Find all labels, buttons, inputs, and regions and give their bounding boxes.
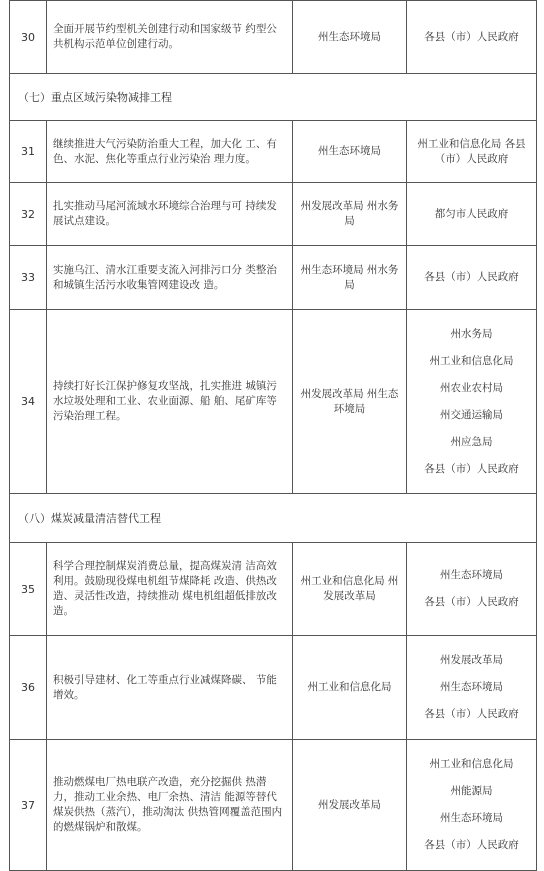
lead-department: 州发展改革局 州水务局 bbox=[293, 183, 407, 246]
task-description: 持续打好长江保护修复攻坚战，扎实推进 城镇污水垃圾处理和工业、农业面源、船 舶、尾矿库等污染治理工程。 bbox=[47, 310, 293, 494]
row-number: 36 bbox=[10, 636, 47, 740]
task-description: 科学合理控制煤炭消费总量，提高煤炭清 洁高效利用。鼓励现役煤电机组节煤降耗 改造、供热改造、灵活性改造，持续推动 煤电机组超低排放改造。 bbox=[47, 543, 293, 636]
row-number: 34 bbox=[10, 310, 47, 494]
cooperating-department: 都匀市人民政府 bbox=[434, 207, 509, 220]
cooperating-department: 州工业和信息化局 bbox=[429, 758, 514, 770]
cooperating-department: 州生态环境局 bbox=[440, 681, 503, 693]
task-table bbox=[9, 0, 537, 871]
cooperating-department: 州工业和信息化局 各县（市）人民政府 bbox=[417, 137, 526, 165]
cooperating-department: 各县（市）人民政府 bbox=[424, 596, 519, 608]
lead-department: 州发展改革局 州生态环境局 bbox=[293, 310, 407, 494]
cooperating-department: 州生态环境局 bbox=[440, 569, 503, 581]
section-row bbox=[10, 74, 537, 121]
task-description: 积极引导建材、化工等重点行业减煤降碳、 节能增效。 bbox=[47, 636, 293, 740]
table-row bbox=[10, 740, 537, 871]
table-row bbox=[10, 246, 537, 310]
lead-department: 州生态环境局 bbox=[293, 1, 407, 74]
cooperating-department: 州农业农村局 bbox=[440, 381, 503, 394]
table-row bbox=[10, 310, 537, 494]
lead-department: 州发展改革局 bbox=[293, 740, 407, 871]
table-row bbox=[10, 543, 537, 636]
cooperating-department: 州工业和信息化局 bbox=[429, 354, 514, 367]
cooperating-departments bbox=[407, 121, 537, 183]
cooperating-departments bbox=[407, 636, 537, 740]
lead-department: 州工业和信息化局 bbox=[293, 636, 407, 740]
cooperating-department: 州发展改革局 bbox=[440, 654, 503, 666]
cooperating-department: 州水务局 bbox=[450, 327, 493, 340]
row-number: 30 bbox=[10, 1, 47, 74]
lead-department: 州生态环境局 州水务局 bbox=[293, 246, 407, 310]
cooperating-departments bbox=[407, 1, 537, 74]
cooperating-department: 州应急局 bbox=[450, 435, 493, 448]
cooperating-department: 各县（市）人民政府 bbox=[424, 839, 519, 851]
document-page bbox=[9, 0, 536, 871]
row-number: 32 bbox=[10, 183, 47, 246]
cooperating-departments bbox=[407, 310, 537, 494]
row-number: 37 bbox=[10, 740, 47, 871]
cooperating-department: 州生态环境局 bbox=[440, 812, 503, 824]
cooperating-department: 州交通运输局 bbox=[440, 408, 503, 421]
cooperating-department: 各县（市）人民政府 bbox=[424, 271, 519, 283]
task-description: 全面开展节约型机关创建行动和国家级节 约型公共机构示范单位创建行动。 bbox=[47, 1, 293, 74]
cooperating-departments bbox=[407, 740, 537, 871]
cooperating-department: 各县（市）人民政府 bbox=[424, 462, 519, 475]
lead-department: 州生态环境局 bbox=[293, 121, 407, 183]
table-row bbox=[10, 183, 537, 246]
lead-department: 州工业和信息化局 州发展改革局 bbox=[293, 543, 407, 636]
cooperating-departments bbox=[407, 543, 537, 636]
row-number: 31 bbox=[10, 121, 47, 183]
table-row bbox=[10, 1, 537, 74]
task-description: 推动燃煤电厂热电联产改造，充分挖掘供 热潜力，推动工业余热、电厂余热、清洁 能源等替代煤炭供热（蒸汽），推动淘汰 供热管网覆盖范围内的燃煤锅炉和散煤。 bbox=[47, 740, 293, 871]
section-row bbox=[10, 494, 537, 543]
table-row bbox=[10, 636, 537, 740]
task-description: 继续推进大气污染防治重大工程，加大化 工、有色、水泥、焦化等重点行业污染治 理力度。 bbox=[47, 121, 293, 183]
section-title: （八）煤炭减量清洁替代工程 bbox=[10, 494, 537, 543]
row-number: 35 bbox=[10, 543, 47, 636]
section-title: （七）重点区域污染物减排工程 bbox=[10, 74, 537, 121]
row-number: 33 bbox=[10, 246, 47, 310]
task-description: 扎实推动马尾河流域水环境综合治理与可 持续发展试点建设。 bbox=[47, 183, 293, 246]
cooperating-departments bbox=[407, 183, 537, 246]
task-description: 实施乌江、清水江重要支流入河排污口分 类整治和城镇生活污水收集管网建设改 造。 bbox=[47, 246, 293, 310]
table-row bbox=[10, 121, 537, 183]
cooperating-department: 各县（市）人民政府 bbox=[424, 708, 519, 720]
cooperating-departments bbox=[407, 246, 537, 310]
cooperating-department: 州能源局 bbox=[450, 785, 493, 797]
cooperating-department: 各县（市）人民政府 bbox=[424, 30, 519, 43]
